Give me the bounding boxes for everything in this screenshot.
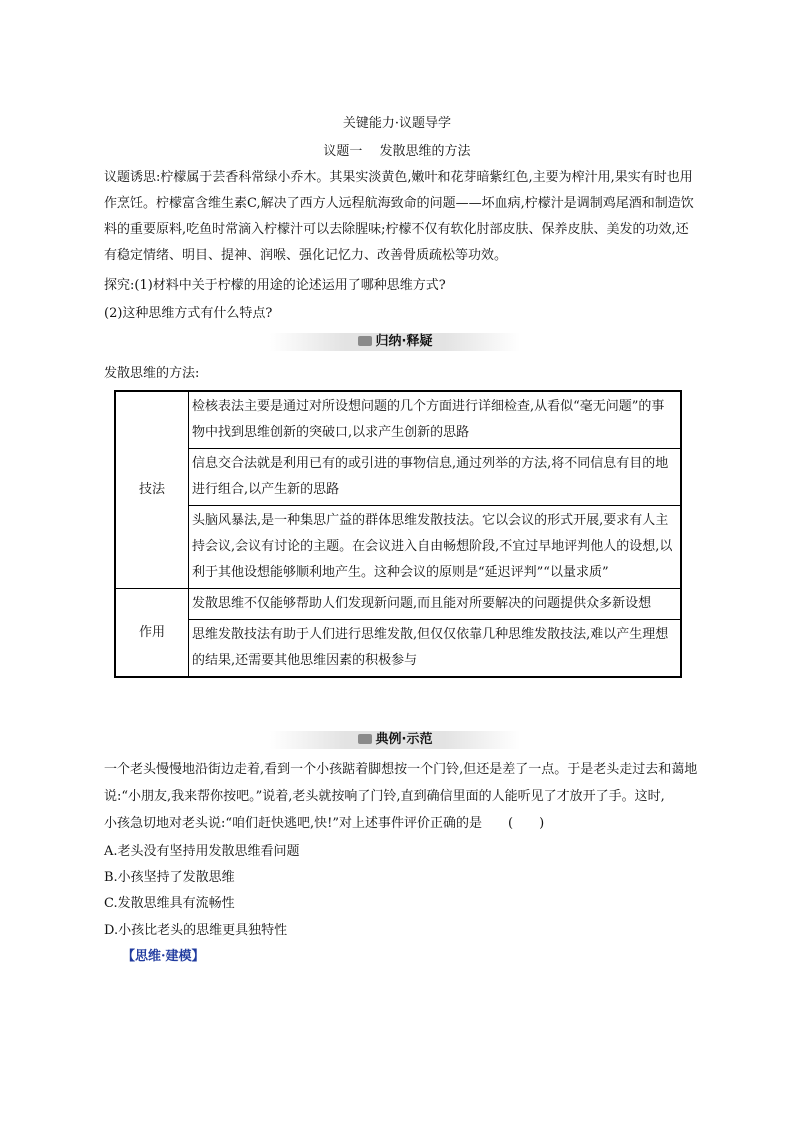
question-1: 探究:(1)材料中关于柠檬的用途的论述运用了哪种思维方式? bbox=[104, 278, 446, 293]
table-row bbox=[115, 589, 681, 620]
method-cell: 头脑风暴法,是一种集思广益的群体思维发散技法。它以会议的形式开展,要求有人主持会议,会议有讨论的主题。在会议进入自由畅想阶段,不宜过早地评判他人的设想,以利于其他设想能够顺利地产生。这种会议的原则是“延迟评判”“以量求质” bbox=[189, 506, 682, 589]
option-b: B.小孩坚持了发散思维 bbox=[104, 870, 235, 885]
banner-example bbox=[270, 731, 520, 749]
book-icon bbox=[358, 734, 372, 744]
table-row bbox=[115, 620, 681, 678]
method-cell: 发散思维不仅能够帮助人们发现新问题,而且能对所要解决的问题提供众多新设想 bbox=[189, 589, 682, 620]
topic-title: 议题一 发散思维的方法 bbox=[323, 144, 471, 159]
intro-line: 有稳定情绪、明目、提神、润喉、强化记忆力、改善骨质疏松等功效。 bbox=[104, 248, 508, 263]
option-c: C.发散思维具有流畅性 bbox=[104, 896, 235, 911]
option-d: D.小孩比老头的思维更具独特性 bbox=[104, 923, 288, 938]
table-intro: 发散思维的方法: bbox=[104, 366, 200, 381]
intro-line: 作烹饪。柠檬富含维生素C,解决了西方人远程航海致命的问题——坏血病,柠檬汁是调制鸡尾酒和制造饮 bbox=[104, 196, 694, 211]
question-2: (2)这种思维方式有什么特点? bbox=[104, 306, 273, 321]
table-row bbox=[115, 391, 681, 449]
thinking-model-tag: 【思维·建模】 bbox=[122, 949, 205, 964]
example-line: 一个老头慢慢地沿街边走着,看到一个小孩踮着脚想按一个门铃,但还是差了一点。于是老头走过去和蔼地 bbox=[104, 762, 698, 777]
example-line: 说:“小朋友,我来帮你按吧。”说着,老头就按响了门铃,直到确信里面的人能听见了才放开了手。这时, bbox=[104, 789, 665, 804]
category-cell: 技法 bbox=[115, 391, 189, 589]
method-cell: 思维发散技法有助于人们进行思维发散,但仅仅依靠几种思维发散技法,难以产生理想的结果,还需要其他思维因素的积极参与 bbox=[189, 620, 682, 678]
section-title: 关键能力·议题导学 bbox=[342, 116, 452, 131]
table-row bbox=[115, 449, 681, 506]
category-cell: 作用 bbox=[115, 589, 189, 678]
banner-label: 典例·示范 bbox=[375, 732, 433, 747]
method-cell: 信息交合法就是利用已有的或引进的事物信息,通过列举的方法,将不同信息有目的地进行组合,以产生新的思路 bbox=[189, 449, 682, 506]
methods-table bbox=[114, 390, 682, 678]
intro-line: 料的重要原料,吃鱼时常滴入柠檬汁可以去除腥味;柠檬不仅有软化肘部皮肤、保养皮肤、美发的功效,还 bbox=[104, 222, 689, 237]
book-icon bbox=[358, 336, 372, 346]
banner-label: 归纳·释疑 bbox=[375, 334, 433, 349]
table-row bbox=[115, 506, 681, 589]
example-line: 小孩急切地对老头说:“咱们赶快逃吧,快!”对上述事件评价正确的是 ( ) bbox=[104, 816, 545, 831]
method-cell: 检核表法主要是通过对所设想问题的几个方面进行详细检查,从看似“毫无问题”的事物中找到思维创新的突破口,以求产生创新的思路 bbox=[189, 391, 682, 449]
intro-line: 议题诱思:柠檬属于芸香科常绿小乔木。其果实淡黄色,嫩叶和花芽暗紫红色,主要为榨汁用,果实有时也用 bbox=[104, 170, 693, 185]
option-a: A.老头没有坚持用发散思维看问题 bbox=[104, 844, 300, 859]
banner-summary bbox=[270, 333, 520, 351]
